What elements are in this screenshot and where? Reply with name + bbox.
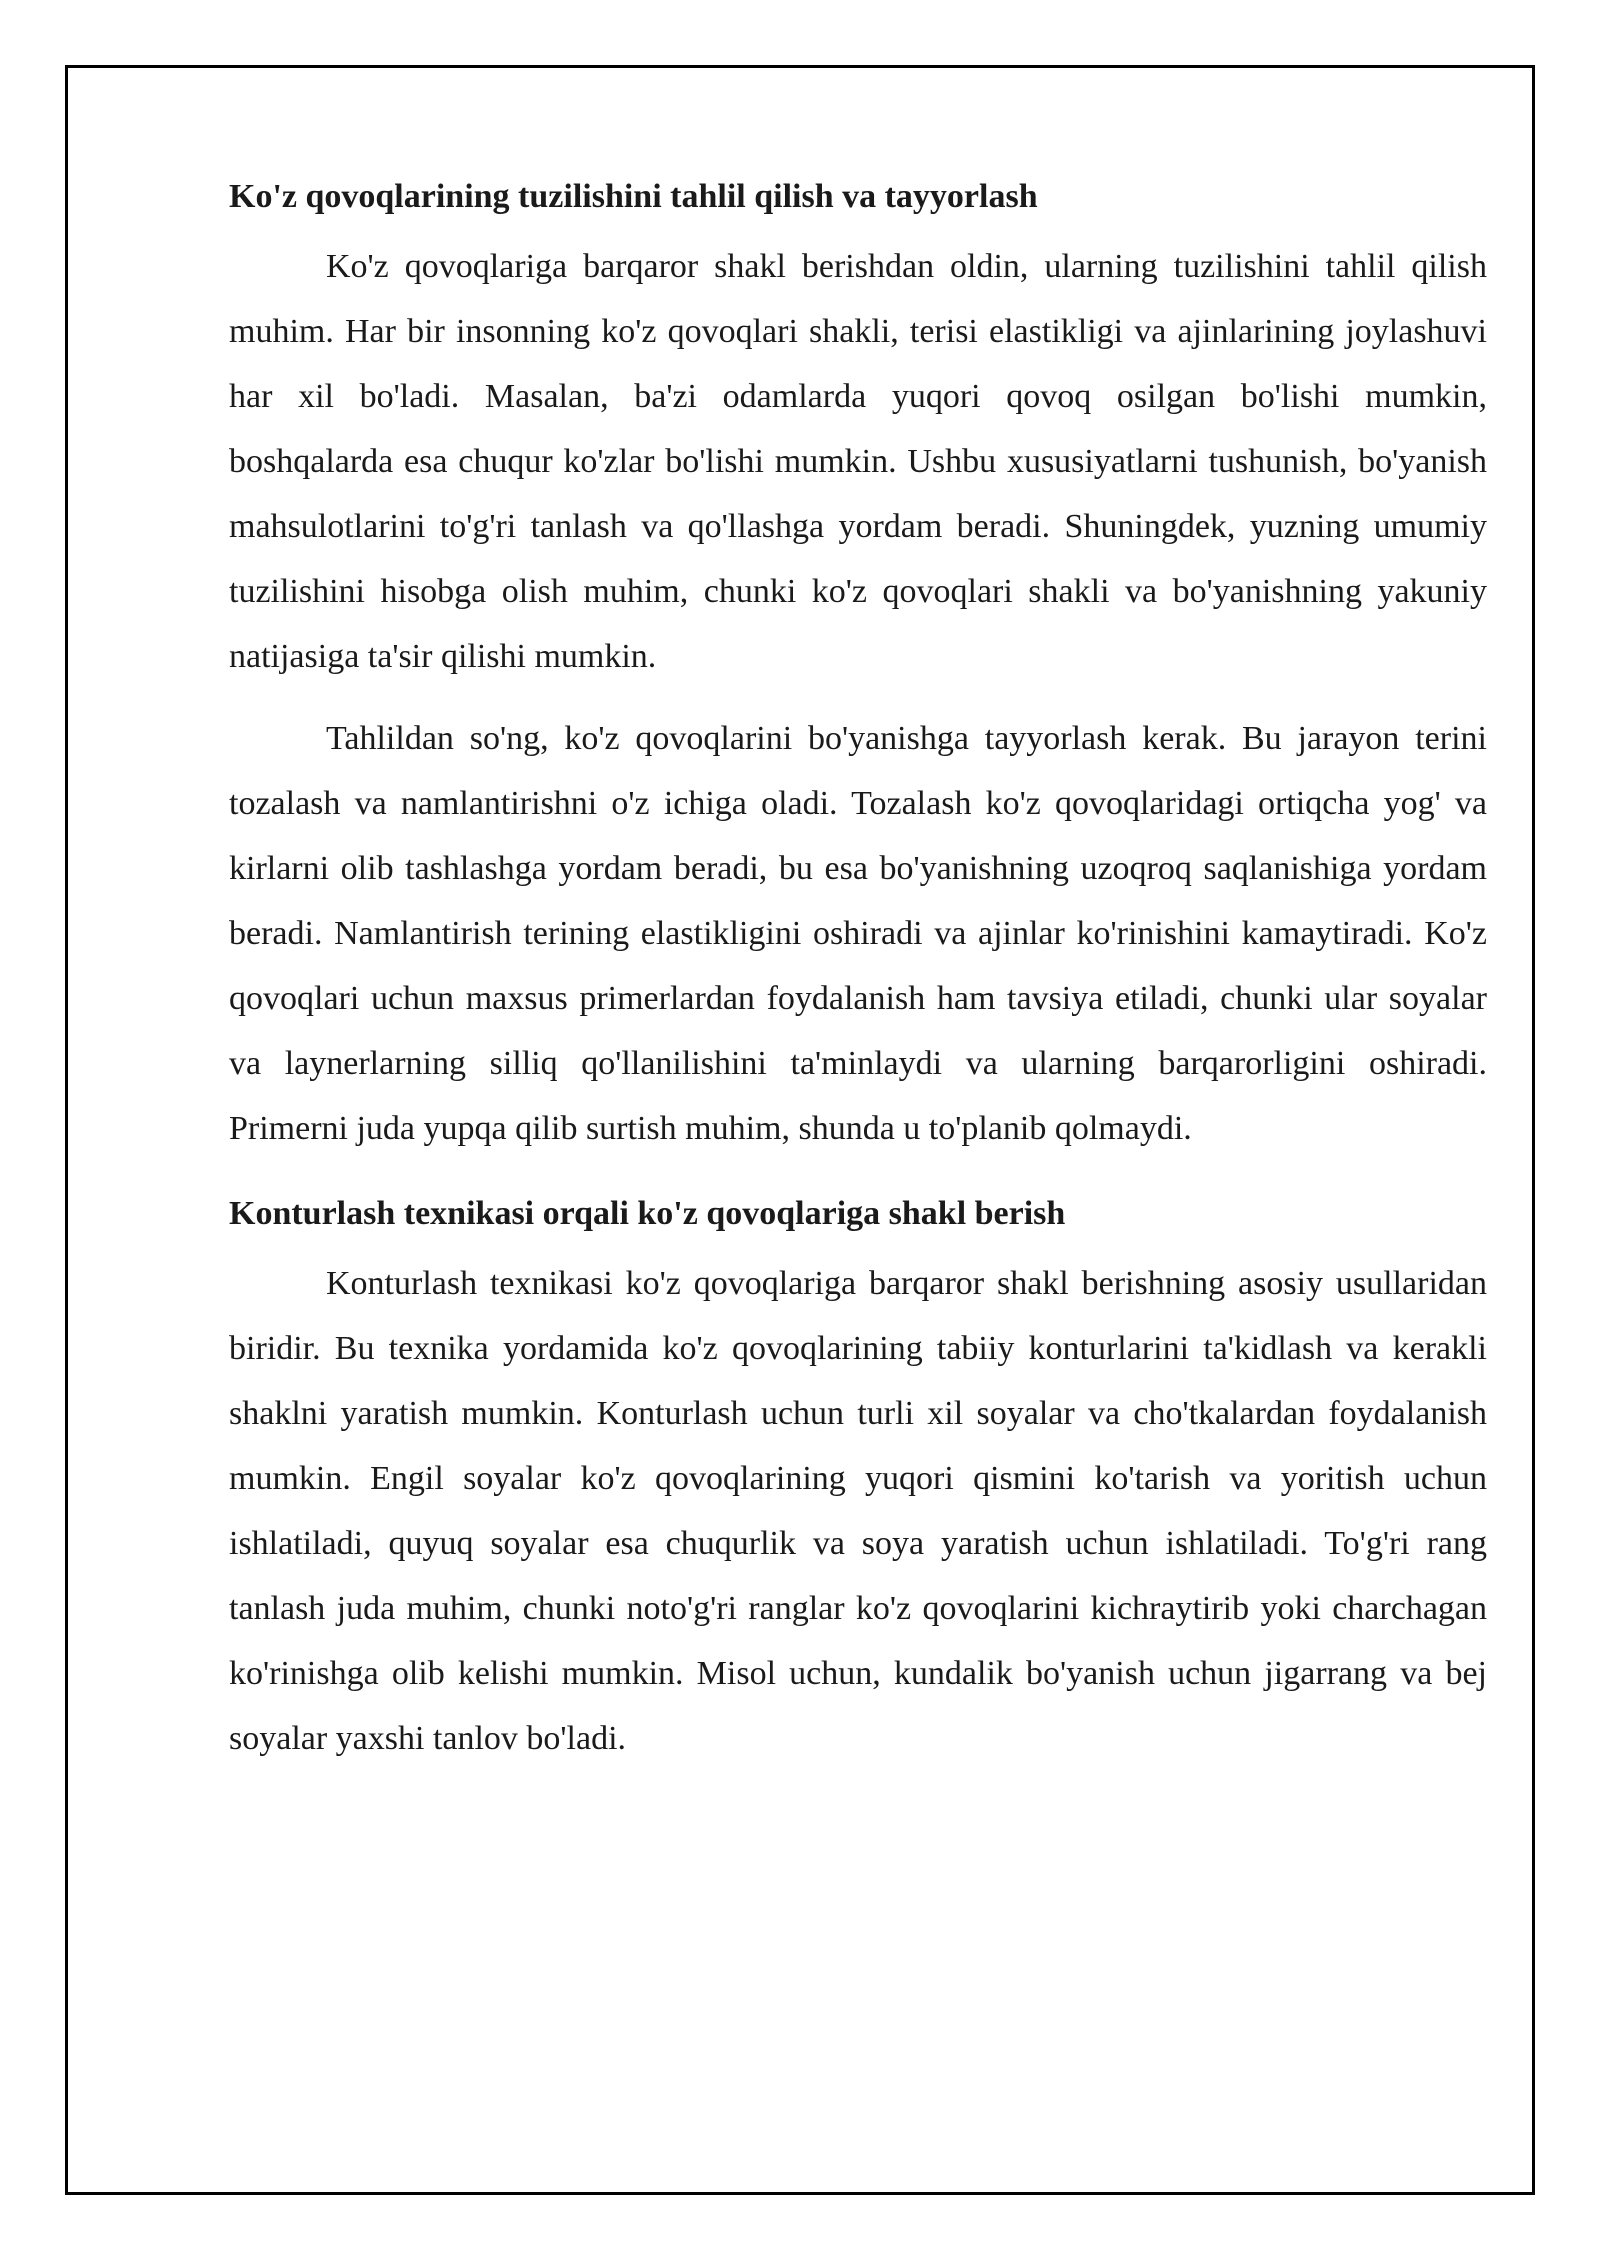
section-heading: Konturlash texnikasi orqali ko'z qovoqlariga shakl berish — [229, 1195, 1066, 1232]
section-heading: Ko'z qovoqlarining tuzilishini tahlil qilish va tayyorlash — [229, 178, 1038, 215]
paragraph: Konturlash texnikasi ko'z qovoqlariga barqaror shakl berishning asosiy usullaridan biridir. Bu texnika yordamida ko'z qovoqlarining tabiiy konturlarini ta'kidlash va kerakli shaklni yaratish mumkin. Konturlash uchun turli xil soyalar va cho'tkalardan foydalanish mumkin. Engil soyalar ko'z qovoqlarining yuqori qismini ko'tarish va yoritish uchun ishlatiladi, quyuq soyalar esa chuqurlik va soya yaratish uchun ishlatiladi. To'g'ri rang tanlash juda muhim, chunki noto'g'ri ranglar ko'z qovoqlarini kichraytirib yoki charchagan ko'rinishga olib kelishi mumkin. Misol uchun, kundalik bo'yanish uchun jigarrang va bej soyalar yaxshi tanlov bo'ladi. — [229, 1265, 1487, 1757]
paragraph: Tahlildan so'ng, ko'z qovoqlarini bo'yanishga tayyorlash kerak. Bu jarayon terini tozalash va namlantirishni o'z ichiga oladi. Tozalash ko'z qovoqlaridagi ortiqcha yog' va kirlarni olib tashlashga yordam beradi, bu esa bo'yanishning uzoqroq saqlanishiga yordam beradi. Namlantirish terining elastikligini oshiradi va ajinlar ko'rinishini kamaytiradi. Ko'z qovoqlari uchun maxsus primerlardan foydalanish ham tavsiya etiladi, chunki ular soyalar va laynerlarning silliq qo'llanilishini ta'minlaydi va ularning barqarorligini oshiradi. Primerni juda yupqa qilib surtish muhim, shunda u to'planib qolmaydi. — [229, 720, 1487, 1147]
document-body — [229, 172, 1487, 1771]
paragraph: Ko'z qovoqlariga barqaror shakl berishdan oldin, ularning tuzilishini tahlil qilish muhim. Har bir insonning ko'z qovoqlari shakli, terisi elastikligi va ajinlarining joylashuvi har xil bo'ladi. Masalan, ba'zi odamlarda yuqori qovoq osilgan bo'lishi mumkin, boshqalarda esa chuqur ko'zlar bo'lishi mumkin. Ushbu xususiyatlarni tushunish, bo'yanish mahsulotlarini to'g'ri tanlash va qo'llashga yordam beradi. Shuningdek, yuzning umumiy tuzilishini hisobga olish muhim, chunki ko'z qovoqlari shakli va bo'yanishning yakuniy natijasiga ta'sir qilishi mumkin. — [229, 248, 1487, 675]
